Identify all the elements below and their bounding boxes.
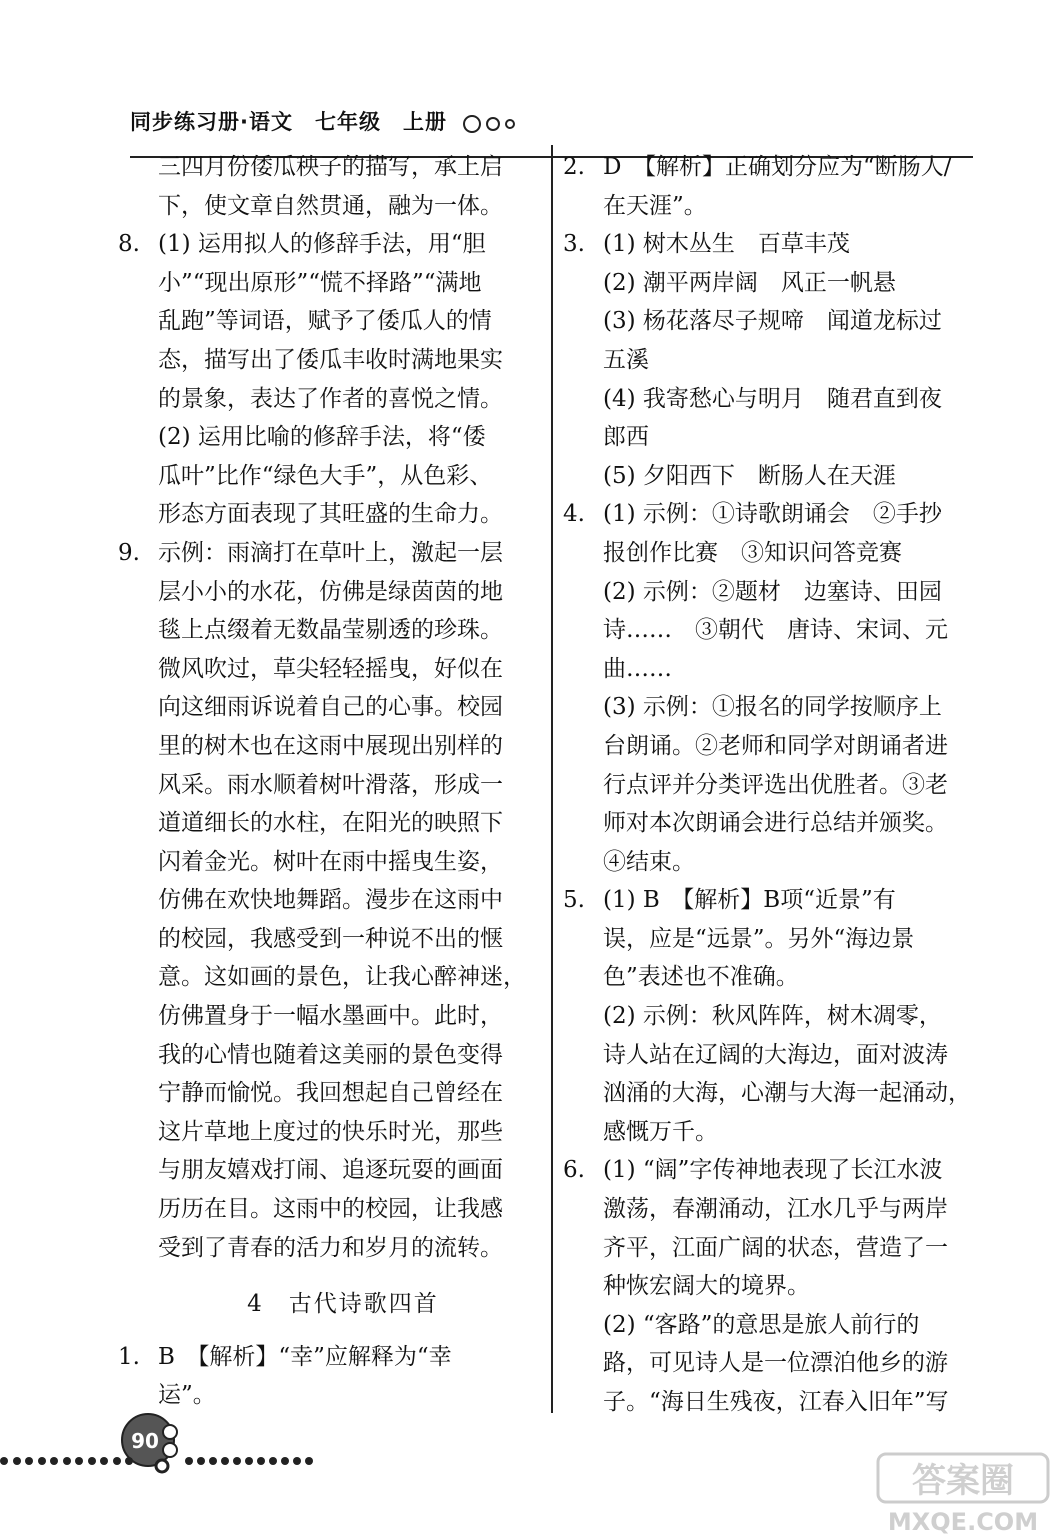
header-circles-icon (463, 111, 520, 135)
answer-number: 9. (118, 539, 140, 566)
answer-line: 小”“现出原形”“慌不择路”“满地 (158, 269, 482, 296)
footer-dot (221, 1457, 229, 1465)
watermark-logo (870, 1450, 1058, 1536)
answer-line: 报创作比赛 ③知识问答竞赛 (603, 539, 902, 566)
answer-line: 毯上点缀着无数晶莹剔透的珍珠。 (158, 617, 503, 644)
header-title-text: 同步练习册·语文 七年级 上册 (130, 110, 447, 134)
footer-dot (197, 1457, 205, 1465)
section-title: 4 古代诗歌四首 (247, 1291, 439, 1318)
answer-line: 师对本次朗诵会进行总结并颁奖。 (603, 810, 948, 837)
answer-line: 在天涯”。 (603, 192, 707, 219)
footer-dot (125, 1457, 133, 1465)
footer-dot (281, 1457, 289, 1465)
footer-dot (13, 1457, 21, 1465)
answer-line: 路，可见诗人是一位漂泊他乡的游 (603, 1350, 948, 1377)
answer-line: (1) 示例：①诗歌朗诵会 ②手抄 (603, 501, 942, 528)
answer-line: 三四月份倭瓜秧子的描写，承上启 (158, 154, 503, 180)
answer-line: (2) 示例：②题材 边塞诗、田园 (603, 578, 942, 605)
answer-line: 汹涌的大海，心潮与大海一起涌动， (603, 1080, 971, 1107)
answer-number: 5. (563, 887, 585, 914)
answer-line: 态，描写出了倭瓜丰收时满地果实 (158, 346, 503, 373)
answer-item (118, 1338, 548, 1415)
answer-line: (5) 夕阳西下 断肠人在天涯 (603, 462, 896, 489)
answer-item (118, 225, 548, 534)
right-column (563, 148, 973, 1422)
answer-line: 子。“海日生残夜，江春入旧年”写 (603, 1389, 949, 1415)
answer-line: 色”表述也不准确。 (603, 964, 799, 991)
answer-line: 误，应是“远景”。另外“海边景 (603, 925, 915, 952)
answer-line: 曲…… (603, 655, 672, 682)
footer-dot (100, 1457, 108, 1465)
answer-line: 的校园，我感受到一种说不出的惬 (158, 925, 503, 952)
watermark-domain: MXQE.COM (887, 1508, 1039, 1536)
answer-line: 感慨万千。 (603, 1118, 718, 1145)
answer-line: 的景象，表达了作者的喜悦之情。 (158, 385, 503, 412)
answer-line: 仿佛置身于一幅水墨画中。此时， (158, 1003, 503, 1030)
answer-line: 里的树木也在这雨中展现出别样的 (158, 732, 503, 759)
answer-line: 层小小的水花，仿佛是绿茵茵的地 (158, 578, 503, 605)
answer-line: 历历在目。这雨中的校园，让我感 (158, 1196, 503, 1223)
answer-line: 诗人站在辽阔的大海边，面对波涛 (603, 1041, 948, 1068)
answer-line: (1) 树木丛生 百草丰茂 (603, 231, 850, 258)
header-title (130, 106, 520, 136)
answer-line: (2) 潮平两岸阔 风正一帆悬 (603, 269, 896, 296)
answer-line: 乱跑”等词语，赋予了倭瓜人的情 (158, 308, 492, 335)
answer-line: 示例：雨滴打在草叶上，激起一层 (158, 539, 503, 566)
answer-line: 微风吹过，草尖轻轻摇曳，好似在 (158, 655, 503, 682)
watermark-brand: 答案圈 (912, 1461, 1014, 1501)
answer-item (118, 148, 548, 225)
answer-line: (2) 示例：秋风阵阵，树木凋零， (603, 1003, 942, 1030)
answer-line: 种恢宏阔大的境界。 (603, 1273, 810, 1300)
answer-line: (3) 杨花落尽子规啼 闻道龙标过 (603, 308, 942, 335)
answer-line: (4) 我寄愁心与明月 随君直到夜 (603, 385, 942, 412)
footer-dot (269, 1457, 277, 1465)
answer-line: 风采。雨水顺着树叶滑落，形成一 (158, 771, 503, 798)
footer-dot (75, 1457, 83, 1465)
page-number: 90 (131, 1429, 159, 1453)
footer-dot (0, 1457, 8, 1465)
footer-dot (257, 1457, 265, 1465)
footer-dot (88, 1457, 96, 1465)
footer-dot (209, 1457, 217, 1465)
footer-dots-right (185, 1455, 320, 1467)
footer-dot (63, 1457, 71, 1465)
answer-item (563, 148, 973, 225)
footer-dot (185, 1457, 193, 1465)
answer-line: 形态方面表现了其旺盛的生命力。 (158, 501, 503, 528)
answer-line: 与朋友嬉戏打闹、追逐玩耍的画面 (158, 1157, 503, 1184)
answer-line: (2) 运用比喻的修辞手法，将“倭 (158, 424, 486, 451)
answer-line: 闪着金光。树叶在雨中摇曳生姿， (158, 848, 503, 875)
footer-dot (25, 1457, 33, 1465)
answer-line: 我的心情也随着这美丽的景色变得 (158, 1041, 503, 1068)
footer-dot (113, 1457, 121, 1465)
footer-dots-left (0, 1455, 140, 1467)
footer-dot (245, 1457, 253, 1465)
answer-number: 3. (563, 231, 585, 258)
answer-line: 道道细长的水柱，在阳光的映照下 (158, 810, 503, 837)
answer-line: 诗…… ③朝代 唐诗、宋词、元 (603, 617, 948, 644)
answer-number: 8. (118, 231, 140, 258)
answer-line: (1) B 【解析】B项“近景”有 (603, 887, 896, 914)
answer-line: (1) 运用拟人的修辞手法，用“胆 (158, 231, 486, 258)
answer-line: 郎西 (603, 424, 649, 451)
answer-line: 五溪 (603, 346, 649, 373)
left-column (118, 148, 548, 1415)
answer-number: 4. (563, 501, 585, 528)
answer-line: 齐平，江面广阔的状态，营造了一 (603, 1234, 948, 1261)
answer-number: 6. (563, 1157, 585, 1184)
answer-line: 瓜叶”比作“绿色大手”，从色彩、 (158, 462, 493, 489)
answer-line: B 【解析】“幸”应解释为“幸 (158, 1343, 452, 1370)
answer-line: (2) “客路”的意思是旅人前行的 (603, 1311, 920, 1338)
footer-dot (38, 1457, 46, 1465)
answer-line: 行点评并分类评选出优胜者。③老 (603, 771, 948, 798)
answer-line: 激荡，春潮涌动，江水几乎与两岸 (603, 1196, 948, 1223)
answer-line: 意。这如画的景色，让我心醉神迷， (158, 964, 526, 991)
answer-line: 宁静而愉悦。我回想起自己曾经在 (158, 1080, 503, 1107)
footer-dot (233, 1457, 241, 1465)
answer-line: 受到了青春的活力和岁月的流转。 (158, 1234, 503, 1261)
answer-line: 台朗诵。②老师和同学对朗诵者进 (603, 732, 948, 759)
answer-line: ④结束。 (603, 848, 695, 875)
answer-line: 仿佛在欢快地舞蹈。漫步在这雨中 (158, 887, 503, 914)
answer-line: (1) “阔”字传神地表现了长江水波 (603, 1157, 943, 1184)
answer-line: D 【解析】正确划分应为“断肠人/ (603, 154, 952, 180)
answer-line: 这片草地上度过的快乐时光，那些 (158, 1118, 503, 1145)
answer-item (563, 881, 973, 1151)
column-divider (551, 145, 553, 1413)
footer-dot (50, 1457, 58, 1465)
answer-item (563, 495, 973, 881)
answer-item (563, 1151, 973, 1421)
answer-number: 2. (563, 154, 585, 180)
answer-number: 1. (118, 1343, 140, 1370)
answer-line: 向这细雨诉说着自己的心事。校园 (158, 694, 503, 721)
answer-line: (3) 示例：①报名的同学按顺序上 (603, 694, 942, 721)
answer-item (563, 225, 973, 495)
answer-line: 下，使文章自然贯通，融为一体。 (158, 192, 503, 219)
answer-line: 运”。 (158, 1382, 216, 1409)
answer-item (118, 534, 548, 1267)
footer-dot (293, 1457, 301, 1465)
footer-dot (305, 1457, 313, 1465)
